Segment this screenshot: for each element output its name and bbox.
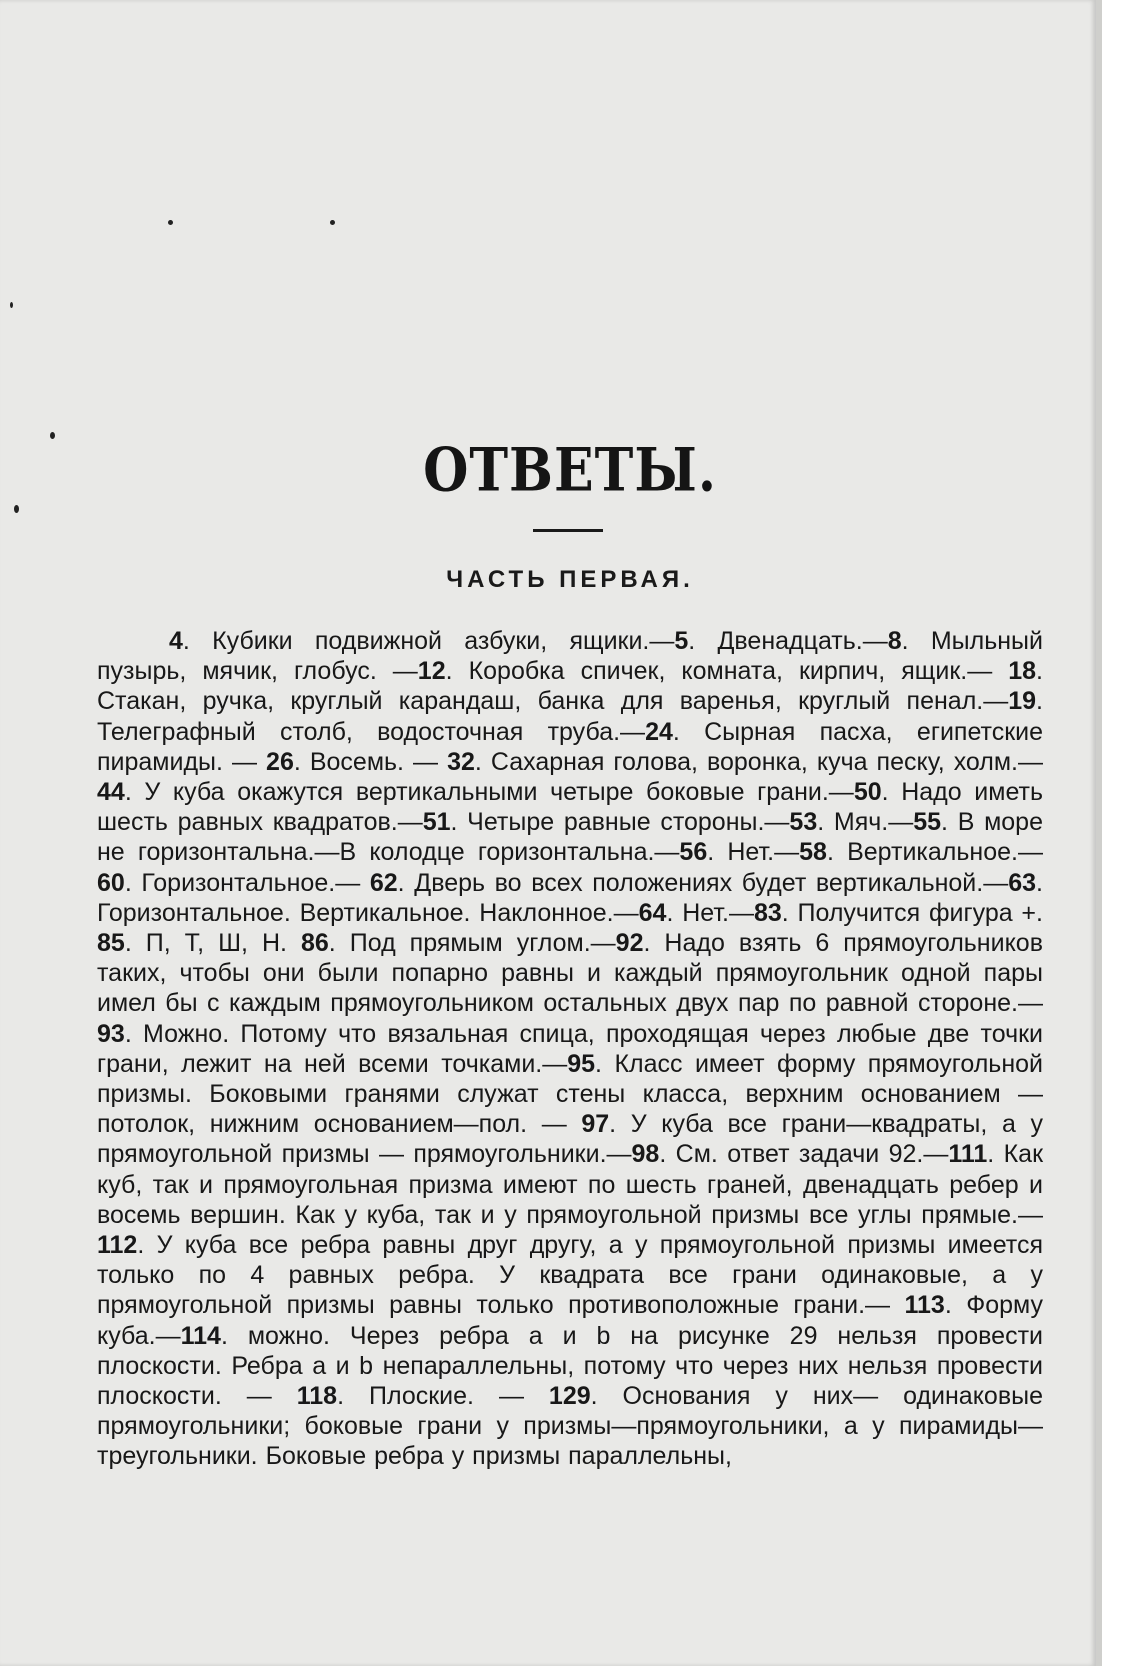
answer-number: 93 [97,1019,125,1048]
answer-number: 113 [904,1291,945,1320]
answer-number: 8 [887,627,902,655]
page-edge [1096,0,1102,1666]
print-speck [10,302,13,308]
answer-number: 111 [948,1140,988,1169]
answer-number: 51 [422,808,451,837]
answer-number: 98 [631,1140,660,1169]
answer-number: 95 [567,1049,596,1078]
answers-paragraph: 4. Кубики подвижной азбуки, ящики.—5. Двенадцать.—8. Мыльный пузырь, мячик, глобус. —12. Коробка спичек, комната, кирпич, ящик.— 18. Стакан, ручка, круглый карандаш, банка для варенья, круглый пенал.—19. Телеграфный столб, водосточная труба.—24. Сырная пасха, египетские пирамиды. — 26. Восемь. — 32. Сахарная голова, воронка, куча песку, холм.—44. У куба окажутся вертикальными четыре боковые грани.—50. Надо иметь шесть равных квадратов.—51. Четыре равные стороны.—53. Мяч.—55. В море не горизонтальна.—В колодце горизонтальна.—56. Нет.—58. Вертикальное.—60. Горизонтальное.— 62. Дверь во всех положениях будет вертикальной.—63. Горизонтальное. Вертикальное. Наклонное.—64. Нет.—83. Получится фигура +. 85. П, Т, Ш, Н. 86. Под прямым углом.—92. Надо взять 6 прямоугольников таких, чтобы они были попарно равны и каждый прямоугольник одной пары имел бы с каждым прямоугольником остальных двух пар по равной стороне.—93. Можно. Потому что вязальная спица, проходящая через любые две точки грани, лежит на ней всеми точками.—95. Класс имеет форму прямоугольной призмы. Боковыми гранями служат стены класса, верхним основанием — потолок, нижним основанием—пол. — 97. У куба все грани—квадраты, а у прямоугольной призмы — прямоугольники.—98. См. ответ задачи 92.—111. Как куб, так и прямоугольная призма имеют по шесть граней, двенадцать ребер и восемь вершин. Как у куба, так и у прямоугольной призмы все углы прямые.—112. У куба все ребра равны друг другу, а у прямоугольной призмы имеется только по 4 равных ребра. У квадрата все грани одинаковые, а у прямоугольной призмы равны только противоположные грани.— 113. Форму куба.—114. можно. Через ребра a и b на рисунке 29 нельзя провести плоскости. Ребра a и b непараллельны, потому что через них нельзя провести плоскости. — 118. Плоские. — 129. Основания у них— одинаковые прямоугольники; боковые грани у призмы—прямоугольники, а у пирамиды—треугольники. Боковые ребра у призмы параллельны, [97,627,1044,1471]
print-speck [330,220,335,225]
answer-number: 60 [97,868,125,897]
answer-number: 24 [645,717,673,746]
answer-number: 92 [615,929,644,958]
answer-number: 50 [853,778,882,807]
answer-number: 129 [548,1382,591,1411]
answer-number: 44 [97,778,125,807]
answer-number: 55 [913,808,942,837]
print-speck [168,220,173,225]
answer-number: 4 [169,627,183,655]
answer-number: 32 [447,747,475,776]
answer-number: 19 [1008,687,1037,716]
answer-number: 26 [266,747,294,776]
answer-number: 114 [180,1321,221,1350]
answer-number: 18 [1008,657,1037,686]
answer-number: 58 [799,838,827,867]
answer-number: 83 [753,898,782,927]
answer-number: 63 [1008,868,1037,897]
answer-number: 112 [97,1231,138,1260]
answer-number: 62 [369,868,398,897]
answer-number: 64 [638,898,667,927]
answer-number: 85 [97,929,125,958]
answer-number: 86 [300,929,329,958]
answer-number: 5 [674,627,689,655]
answer-number: 12 [417,657,446,686]
answer-number: 118 [296,1382,338,1411]
answer-number: 56 [679,838,708,867]
answer-number: 97 [581,1110,610,1139]
title-divider [533,529,603,532]
page-title: ОТВЕТЫ. [423,435,717,506]
part-heading: ЧАСТЬ ПЕРВАЯ. [446,566,694,593]
answer-number: 53 [789,808,818,837]
print-speck [14,505,19,513]
